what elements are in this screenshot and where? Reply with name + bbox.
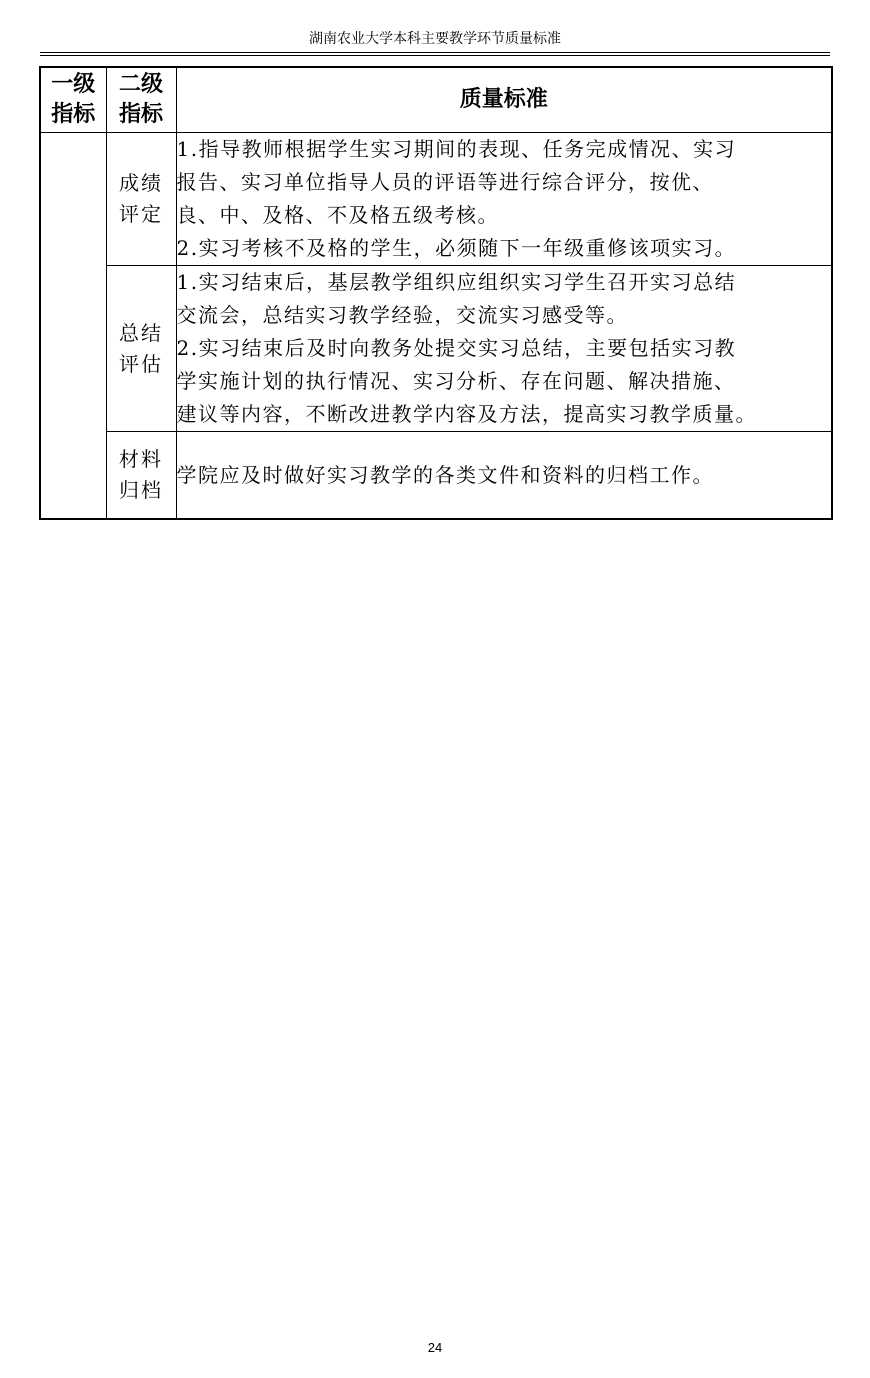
standard-line: 2.实习考核不及格的学生，必须随下一年级重修该项实习。	[176, 236, 737, 260]
standard-line: 建议等内容，不断改进教学内容及方法，提高实习教学质量。	[176, 402, 757, 426]
standard-text-summary	[176, 266, 832, 432]
table-row-archiving	[40, 432, 832, 520]
level2-indicator-grading	[106, 133, 176, 266]
header-level2-line1: 二级	[118, 72, 163, 97]
standard-line: 学院应及时做好实习教学的各类文件和资料的归档工作。	[176, 462, 714, 487]
header-rule-double	[40, 55, 830, 56]
level2-label-line: 材料	[119, 447, 163, 471]
header-level2-indicator	[106, 67, 176, 133]
level2-label-line: 成绩	[119, 171, 163, 195]
level2-indicator-archiving	[106, 432, 176, 520]
table-header-row	[40, 67, 832, 133]
level1-indicator-cell	[40, 133, 106, 520]
standard-line: 学实施计划的执行情况、实习分析、存在问题、解决措施、	[176, 369, 736, 393]
level2-label-line: 评估	[119, 351, 163, 376]
header-level2-line2: 指标	[118, 102, 163, 127]
header-level1-indicator	[40, 67, 106, 133]
standard-line: 良、中、及格、不及格五级考核。	[176, 203, 499, 227]
header-level1-line2: 指标	[51, 102, 96, 127]
level2-label-line: 总结	[119, 320, 163, 345]
header-level1-line1: 一级	[51, 72, 96, 97]
header-quality-standard: 质量标准	[176, 67, 832, 133]
standard-text-archiving	[176, 432, 832, 520]
standard-text-grading	[176, 133, 832, 266]
header-rule	[40, 52, 830, 53]
standard-line: 1.指导教师根据学生实习期间的表现、任务完成情况、实习	[176, 137, 737, 161]
level2-label-line: 归档	[119, 478, 163, 502]
quality-standards-table	[39, 66, 833, 520]
running-header: 湖南农业大学本科主要教学环节质量标准	[309, 31, 561, 47]
standard-line: 2.实习结束后及时向教务处提交实习总结，主要包括实习教	[176, 336, 737, 360]
level2-label-line: 评定	[119, 202, 163, 226]
standard-line: 1.实习结束后，基层教学组织应组织实习学生召开实习总结	[176, 270, 737, 294]
page-number: 24	[427, 1340, 443, 1355]
level2-indicator-summary	[106, 266, 176, 432]
standard-line: 交流会，总结实习教学经验，交流实习感受等。	[176, 303, 628, 327]
standard-line: 报告、实习单位指导人员的评语等进行综合评分，按优、	[176, 170, 714, 194]
table-row-summary	[40, 266, 832, 432]
table-row-grading	[40, 133, 832, 266]
